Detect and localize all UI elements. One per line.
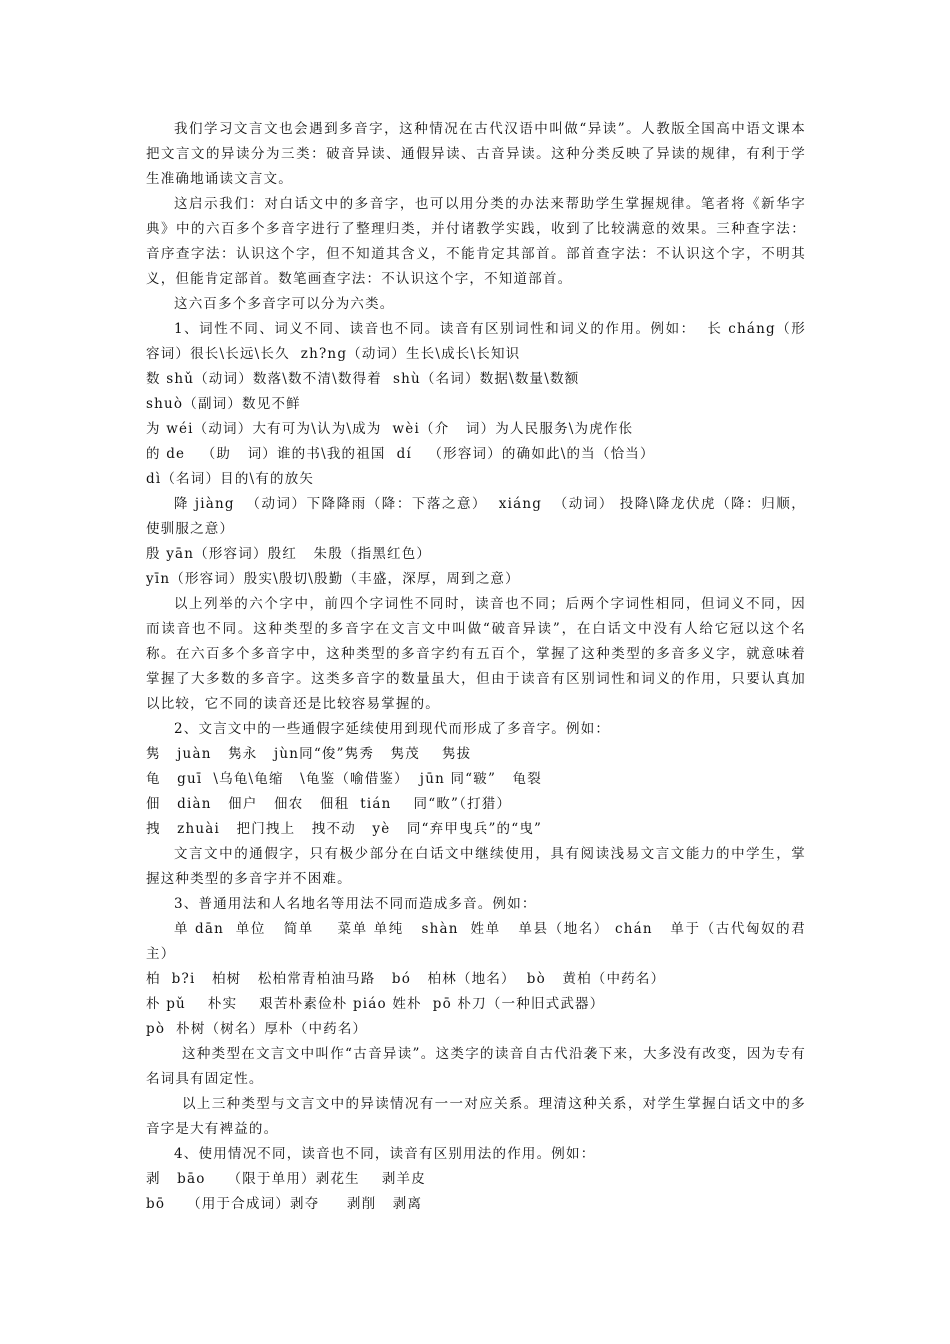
- paragraph-method: 这启示我们：对白话文中的多音字，也可以用分类的办法来帮助学生掌握规律。笔者将《新华字典》中的六百多个多音字进行了整理归类，并付诸教学实践，收到了比较满意的效果。三种查字法：音序查字法：认识这个字，但不知道其含义，不能肯定其部首。部首查字法：不认识这个字，不明其义，但能肯定部首。数笔画查字法：不认识这个字，不知道部首。: [146, 196, 806, 287]
- example-dan: 单 dān 单位 简单 菜单 单纯 shàn 姓单 单县（地名） chán 单于（古代匈奴的君主）: [146, 921, 806, 962]
- paragraph-type2-heading: 2、文言文中的一些通假字延续使用到现代而形成了多音字。例如：: [174, 721, 611, 737]
- paragraph-six-types: 这六百多个多音字可以分为六类。: [174, 296, 395, 312]
- example-dian: 佃 diàn 佃户 佃农 佃租 tián 同“畋”（打猎）: [146, 796, 512, 812]
- paragraph-type3-heading: 3、普通用法和人名地名等用法不同而造成多音。例如：: [174, 896, 537, 912]
- example-yin: yīn（形容词）殷实\殷切\殷勤（丰盛，深厚，周到之意）: [146, 571, 520, 587]
- example-po: pò 朴树（树名）厚朴（中药名）: [146, 1021, 368, 1037]
- example-de: 的 de （助 词）谁的书\我的祖国 dí （形容词）的确如此\的当（恰当）: [146, 446, 655, 462]
- document-body: [146, 117, 806, 1217]
- paragraph-type3-summary: 这种类型在文言文中叫作“古音异读”。这类字的读音自古代沿袭下来，大多没有改变，因为专有名词具有固定性。: [146, 1046, 806, 1087]
- example-gui: 龟 guī \乌龟\龟缩 \龟鉴（喻借鉴） jūn 同“皲” 龟裂: [146, 771, 542, 787]
- example-shu: 数 shǔ（动词）数落\数不清\数得着 shù（名词）数据\数量\数额: [146, 371, 580, 387]
- example-yan: 殷 yān（形容词）殷红 朱殷（指黑红色）: [146, 546, 432, 562]
- paragraph-type1-summary: 以上列举的六个字中，前四个字词性不同时，读音也不同；后两个字词性相同，但词义不同，因而读音也不同。这种类型的多音字在文言文中叫做“破音异读”，在白话文中没有人给它冠以这个名称。在六百多个多音字中，这种类型的多音字约有五百个，掌握了这种类型的多音多义字，就意味着掌握了大多数的多音字。这类多音字的数量虽大，但由于读音有区别词性和词义的作用，只要认真加以比较，它不同的读音还是比较容易掌握的。: [146, 596, 806, 712]
- example-zhuai: 拽 zhuài 把门拽上 拽不动 yè 同“弃甲曳兵”的“曳”: [146, 821, 543, 837]
- example-bai: 柏 b?i 柏树 松柏常青柏油马路 bó 柏林（地名） bò 黄柏（中药名）: [146, 971, 666, 987]
- example-bao: 剥 bāo （限于单用）剥花生 剥羊皮: [146, 1171, 426, 1187]
- example-juan: 隽 juàn 隽永 jùn同“俊”隽秀 隽茂 隽拔: [146, 746, 472, 762]
- paragraph-type1-heading: 1、词性不同、词义不同、读音也不同。读音有区别词性和词义的作用。例如： 长 cháng（形容词）很长\长远\长久 zh?ng（动词）生长\成长\长知识: [146, 321, 806, 362]
- example-shuo: shuò（副词）数见不鲜: [146, 396, 301, 412]
- paragraph-type4-heading: 4、使用情况不同，读音也不同，读音有区别用法的作用。例如：: [174, 1146, 596, 1162]
- example-jiang: 降 jiàng （动词）下降降雨（降：下落之意） xiáng （动词） 投降\降龙伏虎（降：归顺，使驯服之意）: [146, 496, 806, 537]
- example-bo: bō （用于合成词）剥夺 剥削 剥离: [146, 1196, 423, 1212]
- example-pu: 朴 pǔ 朴实 艰苦朴素俭朴 piáo 姓朴 pō 朴刀（一种旧式武器）: [146, 996, 605, 1012]
- example-di: dì（名词）目的\有的放矢: [146, 471, 315, 487]
- paragraph-types-relation: 以上三种类型与文言文中的异读情况有一一对应关系。理清这种关系，对学生掌握白话文中的多音字是大有裨益的。: [146, 1096, 806, 1137]
- paragraph-type2-summary: 文言文中的通假字，只有极少部分在白话文中继续使用，具有阅读浅易文言文能力的中学生，掌握这种类型的多音字并不困难。: [146, 846, 806, 887]
- example-wei: 为 wéi（动词）大有可为\认为\成为 wèi（介 词）为人民服务\为虎作伥: [146, 421, 634, 437]
- paragraph-intro: 我们学习文言文也会遇到多音字，这种情况在古代汉语中叫做“异读”。人教版全国高中语文课本把文言文的异读分为三类：破音异读、通假异读、古音异读。这种分类反映了异读的规律，有利于学生准确地诵读文言文。: [146, 121, 806, 187]
